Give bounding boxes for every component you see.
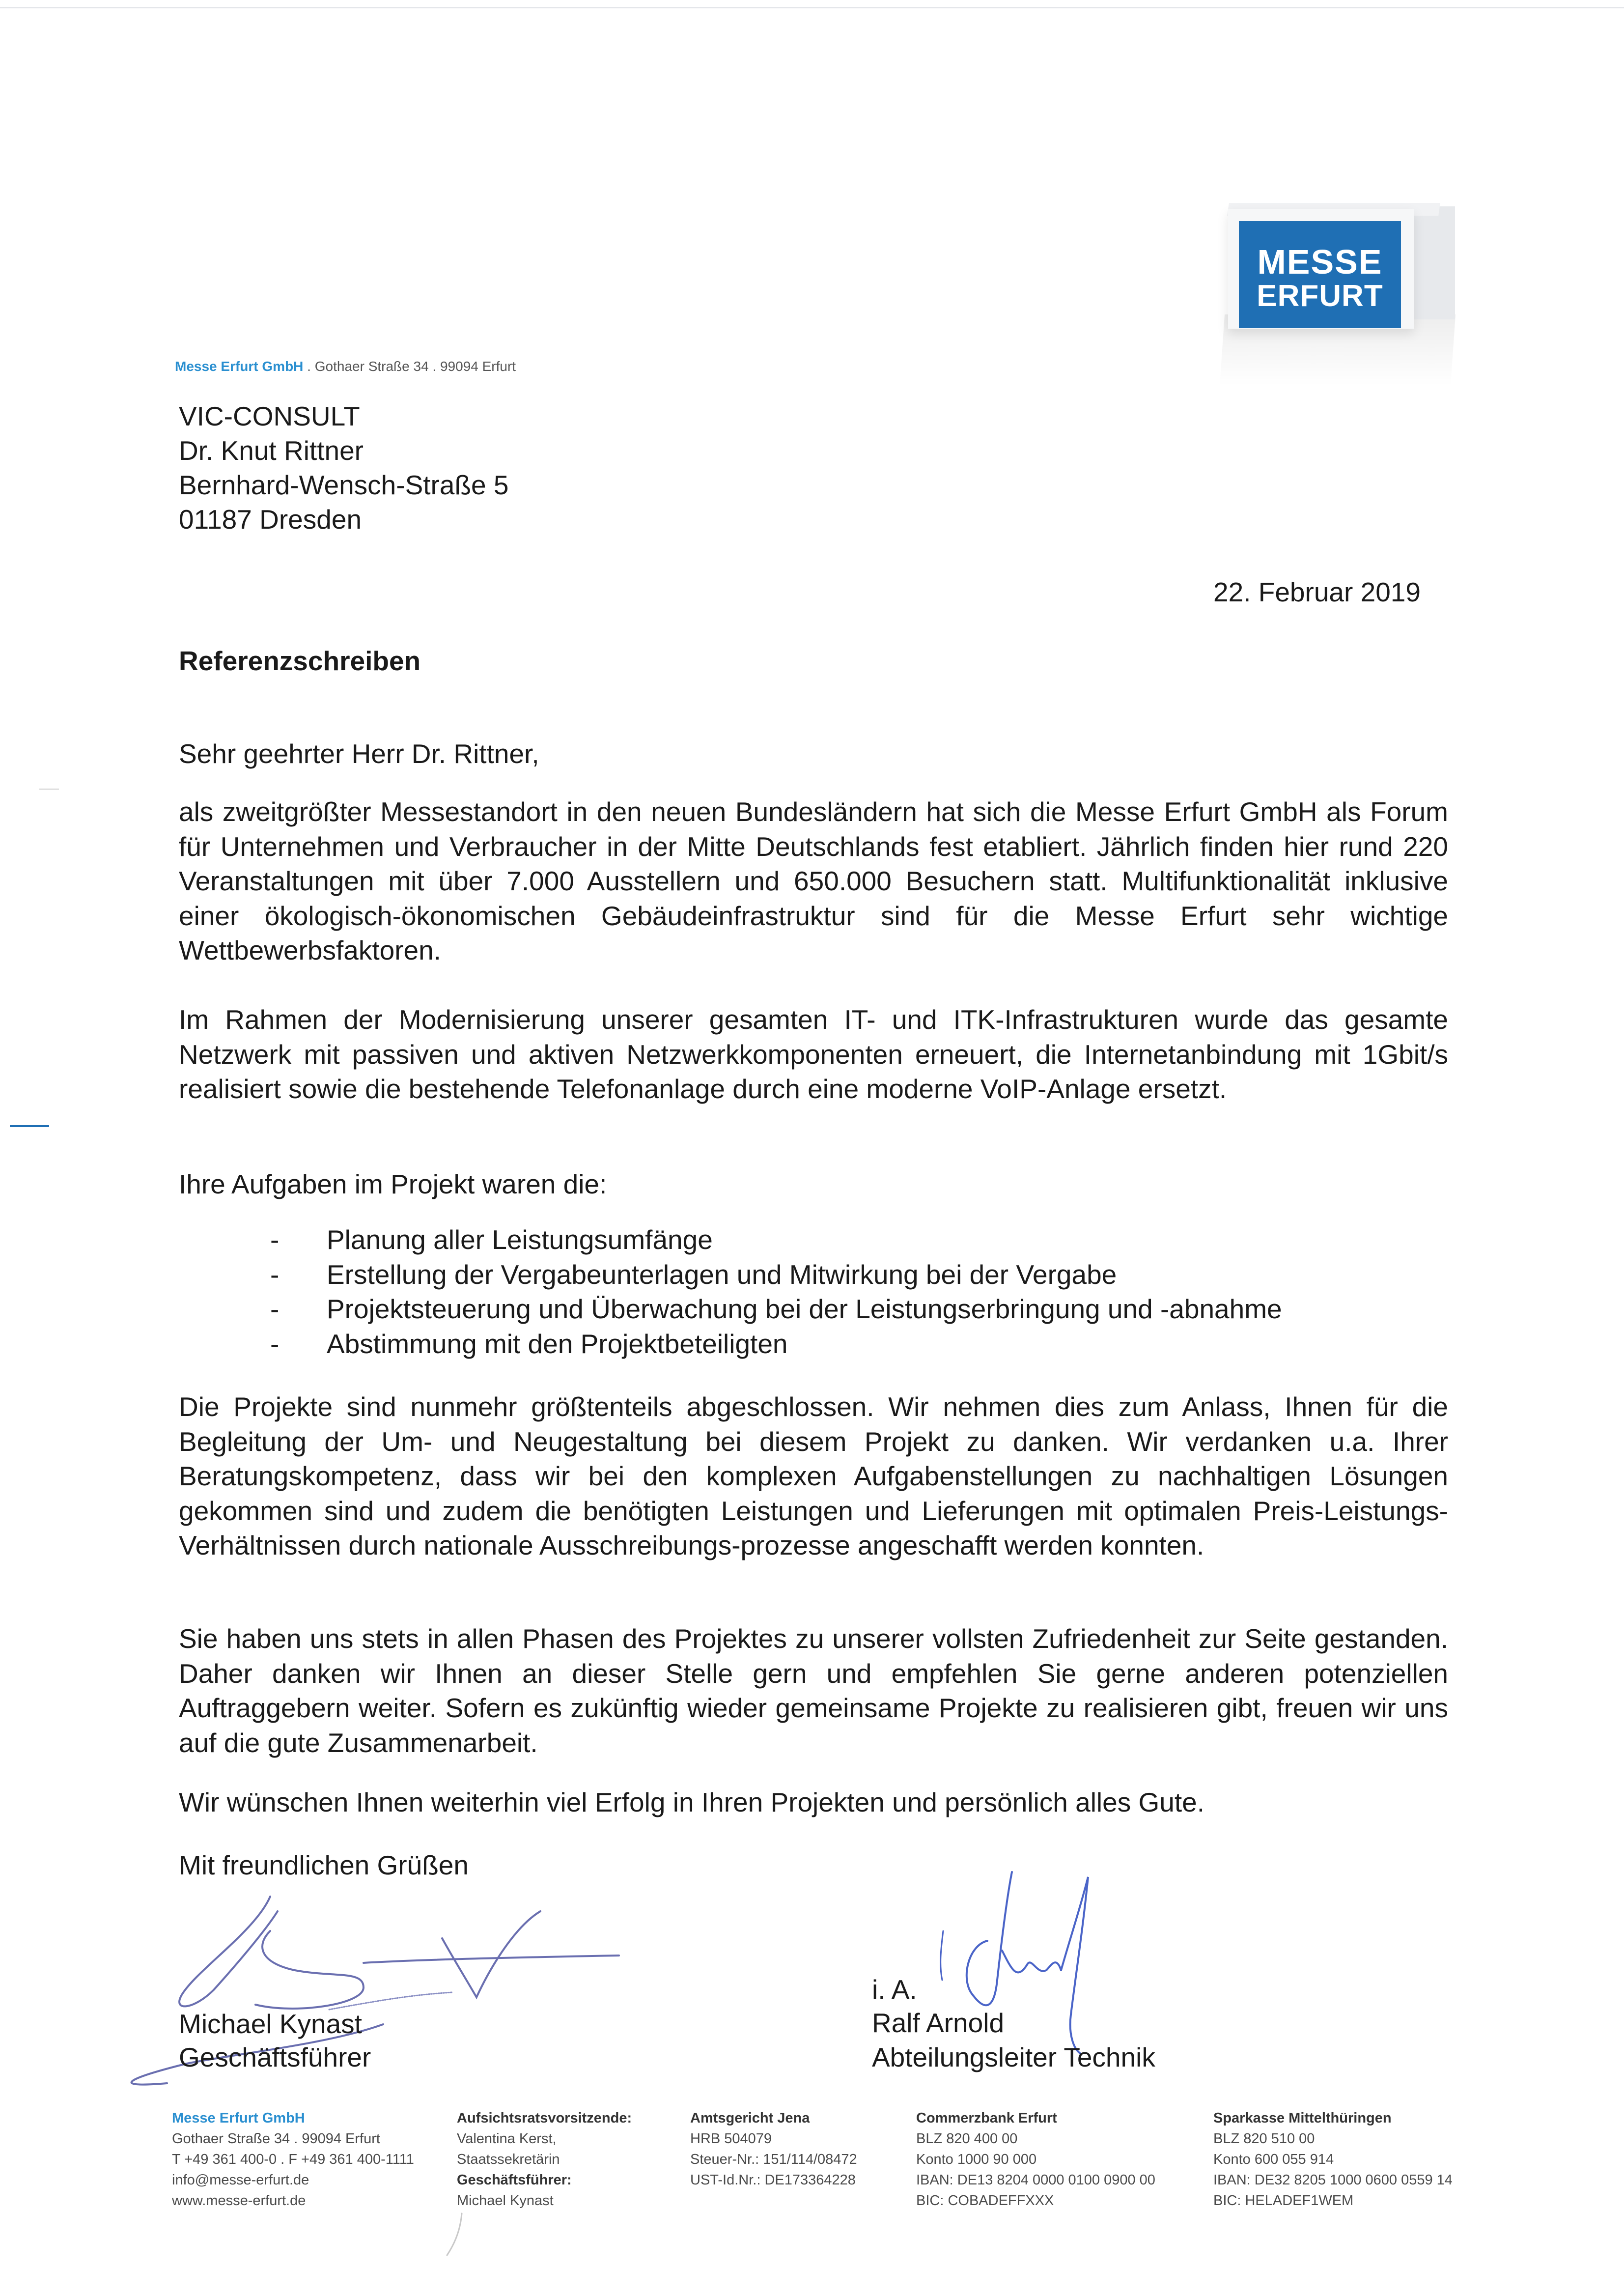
- list-item: - Projektsteuerung und Überwachung bei der Leistungserbringung und -abnahme: [270, 1294, 1282, 1324]
- sender-company: Messe Erfurt GmbH: [175, 359, 304, 374]
- paragraph-tasks-intro: Ihre Aufgaben im Projekt waren die:: [179, 1169, 607, 1199]
- list-item: - Erstellung der Vergabeunterlagen und Mitwirkung bei der Vergabe: [270, 1259, 1117, 1290]
- closing: Mit freundlichen Grüßen: [179, 1850, 469, 1880]
- footer-register: Amtsgericht Jena HRB 504079 Steuer-Nr.: 151/114/08472 UST-Id.Nr.: DE173364228: [690, 2110, 857, 2188]
- scan-edge: [0, 7, 1624, 8]
- footer-bank-commerzbank: Commerzbank Erfurt BLZ 820 400 00 Konto 1000 90 000 IBAN: DE13 8204 0000 0100 0900 00 BIC: COBADEFFXXX: [916, 2110, 1155, 2209]
- letter-subject: Referenzschreiben: [179, 646, 421, 676]
- logo-cube-side: [1411, 206, 1455, 319]
- paragraph-thanks: Die Projekte sind nunmehr größtenteils abgeschlossen. Wir nehmen dies zum Anlass, Ihnen für die Begleitung der Um- und Neugestaltung bei diesem Projekt zu danken. Wir verdanken u.a. Ihrer Beratungskompetenz, dass wir bei den komplexen Aufgabenstellungen zu nachhaltigen Lösungen gekommen sind und zudem die benötigten Leistungen und Lieferungen mit optimalen Preis-Leistungs-Verhältnissen durch nationale Ausschreibungs-prozesse angeschafft werden konnten.: [179, 1391, 1448, 1560]
- list-item: - Abstimmung mit den Projektbeteiligten: [270, 1328, 788, 1359]
- footer-bank-sparkasse: Sparkasse Mittelthüringen BLZ 820 510 00 Konto 600 055 914 IBAN: DE32 8205 1000 0600 0559 14 BIC: HELADEF1WEM: [1213, 2110, 1453, 2209]
- pen-mark: [442, 2211, 472, 2260]
- list-item: - Planung aller Leistungsumfänge: [270, 1224, 713, 1255]
- recipient-company: VIC-CONSULT: [179, 401, 360, 431]
- logo-text-line2: ERFURT: [1257, 279, 1383, 313]
- letter-date: 22. Februar 2019: [1213, 577, 1421, 607]
- signatory-right-prefix: i. A.: [872, 1974, 917, 2005]
- paragraph-project: Im Rahmen der Modernisierung unserer gesamten IT- und ITK-Infrastrukturen wurde das gesamte Netzwerk mit passiven und aktiven Netzwerkkomponenten erneuert, die Internetanbindung mit 1Gbit/s realisiert sowie die bestehende Telefonanlage durch eine moderne VoIP-Anlage ersetzt.: [179, 1004, 1448, 1104]
- sender-line: [175, 359, 516, 374]
- punch-mark: [10, 1125, 49, 1127]
- signatory-left-name: Michael Kynast: [179, 2009, 362, 2039]
- footer-company: Messe Erfurt GmbH Gothaer Straße 34 . 99094 Erfurt T +49 361 400-0 . F +49 361 400-1111 info@messe-erfurt.de www.messe-erfurt.de: [172, 2110, 414, 2209]
- signatory-right-title: Abteilungsleiter Technik: [872, 2042, 1155, 2072]
- paragraph-wishes: Wir wünschen Ihnen weiterhin viel Erfolg in Ihren Projekten und persönlich alles Gute.: [179, 1787, 1205, 1817]
- sender-address: . Gothaer Straße 34 . 99094 Erfurt: [303, 359, 516, 374]
- fold-mark: [39, 789, 59, 790]
- recipient-street: Bernhard-Wensch-Straße 5: [179, 470, 509, 500]
- signature-kynast: [108, 1877, 629, 2113]
- signatory-left-title: Geschäftsführer: [179, 2042, 371, 2072]
- salutation: Sehr geehrter Herr Dr. Rittner,: [179, 738, 539, 769]
- footer-board: Aufsichtsratsvorsitzende: Valentina Kerst, Staatssekretärin Geschäftsführer: Michael Kynast: [457, 2110, 632, 2209]
- signatory-right-name: Ralf Arnold: [872, 2008, 1005, 2038]
- recipient-city: 01187 Dresden: [179, 504, 362, 535]
- paragraph-intro: als zweitgrößter Messestandort in den neuen Bundesländern hat sich die Messe Erfurt GmbH als Forum für Unternehmen und Verbraucher in der Mitte Deutschlands fest etabliert. Jährlich finden hier rund 220 Veranstaltungen mit über 7.000 Ausstellern und 650.000 Besuchern statt. Multifunktionalität inklusive einer ökologisch-ökonomischen Gebäudeinfrastruktur sind für die Messe Erfurt sehr wichtige Wettbewerbsfaktoren.: [179, 796, 1448, 965]
- logo-text-line1: MESSE: [1257, 243, 1383, 281]
- task-list: [270, 1222, 1282, 1361]
- paragraph-recommendation: Sie haben uns stets in allen Phasen des Projektes zu unserer vollsten Zufriedenheit zur Seite gestanden. Daher danken wir Ihnen an dieser Stelle gern und empfehlen Sie gerne anderen potenziellen Auftraggebern weiter. Sofern es zukünftig wieder gemeinsame Projekte zu realisieren gibt, freuen wir uns auf die gute Zusammenarbeit.: [179, 1623, 1448, 1758]
- recipient-name: Dr. Knut Rittner: [179, 435, 364, 466]
